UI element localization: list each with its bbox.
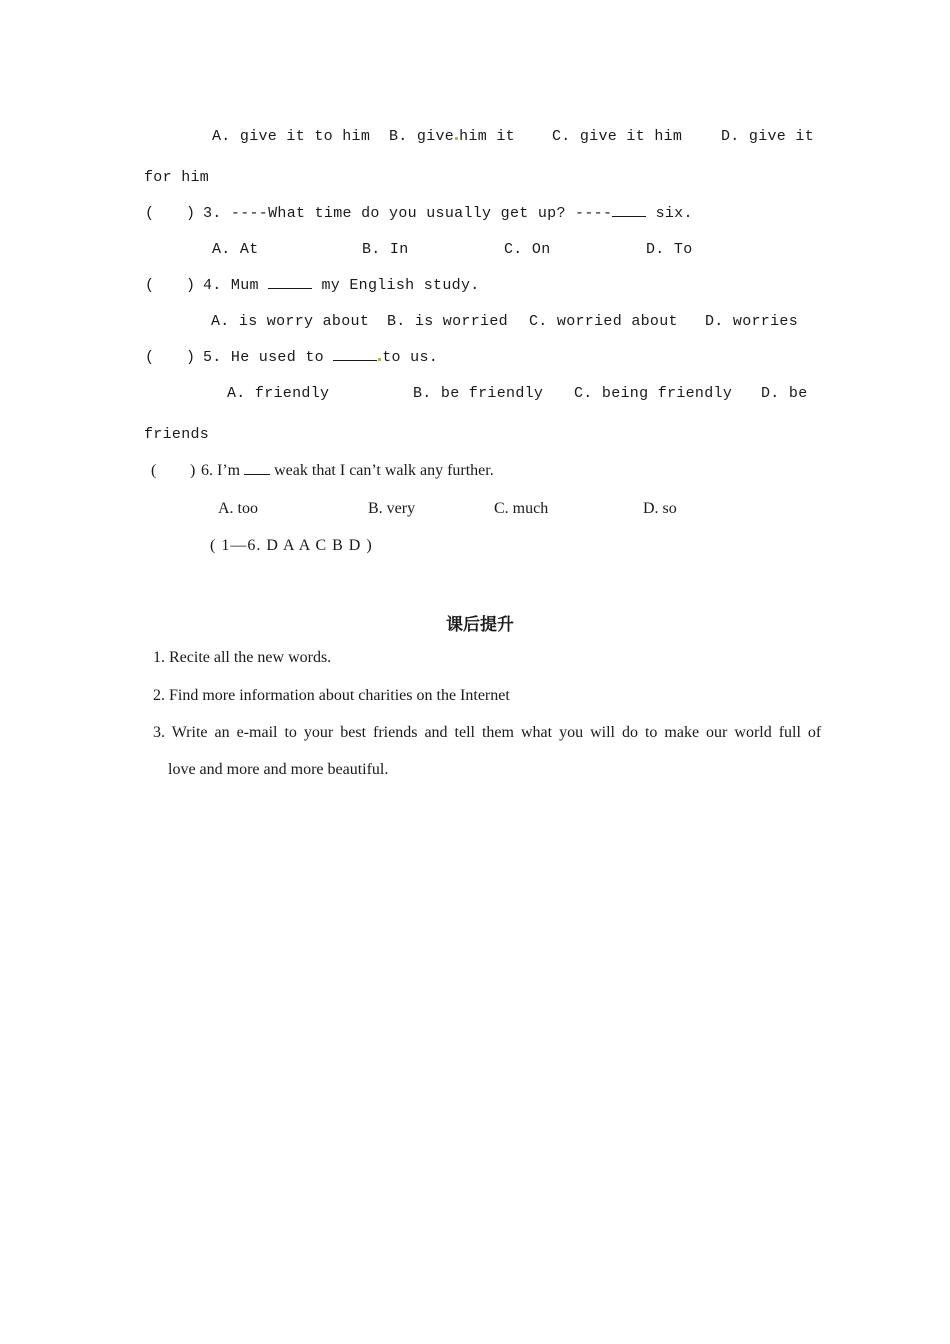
answer-key: ( 1—6. D A A C B D ) xyxy=(210,537,373,554)
q3-stem: 3. ----What time do you usually get up? ---- six. xyxy=(203,205,693,222)
q2-option-b: B. give him it xyxy=(389,128,515,145)
q4-option-b: B. is worried xyxy=(387,313,508,330)
q5-option-b: B. be friendly xyxy=(413,385,544,402)
q5-paren-open: ( xyxy=(145,349,155,366)
q5-option-d: D. be xyxy=(761,385,808,402)
q6-option-d: D. so xyxy=(643,500,677,517)
q6-option-a: A. too xyxy=(218,500,258,517)
q3-paren-close: ) xyxy=(186,205,196,222)
homework-item-3: 3. Write an e-mail to your best friends and tell them what you will do to make our world full of xyxy=(153,724,822,741)
q5-stem: 5. He used to to us. xyxy=(203,349,439,366)
q4-option-a: A. is worry about xyxy=(211,313,370,330)
q5-option-a: A. friendly xyxy=(227,385,330,402)
q4-option-d: D. worries xyxy=(705,313,799,330)
q3-paren-open: ( xyxy=(145,205,155,222)
homework-item-3-continued: love and more and more beautiful. xyxy=(168,761,389,778)
q2-option-d: D. give it xyxy=(721,128,815,145)
q4-option-c: C. worried about xyxy=(529,313,678,330)
q3-option-a: A. At xyxy=(212,241,259,258)
q6-paren-close: ) xyxy=(190,462,196,479)
q4-stem: 4. Mum my English study. xyxy=(203,277,480,294)
q2-option-d-continued: for him xyxy=(144,169,210,186)
q4-paren-close: ) xyxy=(186,277,196,294)
q3-option-b: B. In xyxy=(362,241,409,258)
q2-option-c: C. give it him xyxy=(552,128,683,145)
homework-item-1: 1. Recite all the new words. xyxy=(153,649,332,666)
q6-stem: 6. I’m weak that I can’t walk any further. xyxy=(201,462,494,479)
section-title: 课后提升 xyxy=(446,615,514,635)
q6-paren-open: ( xyxy=(151,462,157,479)
q5-option-d-continued: friends xyxy=(144,426,210,443)
q3-option-c: C. On xyxy=(504,241,551,258)
homework-item-2: 2. Find more information about charities on the Internet xyxy=(153,687,510,704)
q2-option-a: A. give it to him xyxy=(212,128,371,145)
q6-option-b: B. very xyxy=(368,500,416,517)
q5-paren-close: ) xyxy=(186,349,196,366)
q5-option-c: C. being friendly xyxy=(574,385,733,402)
q3-option-d: D. To xyxy=(646,241,693,258)
q6-option-c: C. much xyxy=(494,500,549,517)
q4-paren-open: ( xyxy=(145,277,155,294)
